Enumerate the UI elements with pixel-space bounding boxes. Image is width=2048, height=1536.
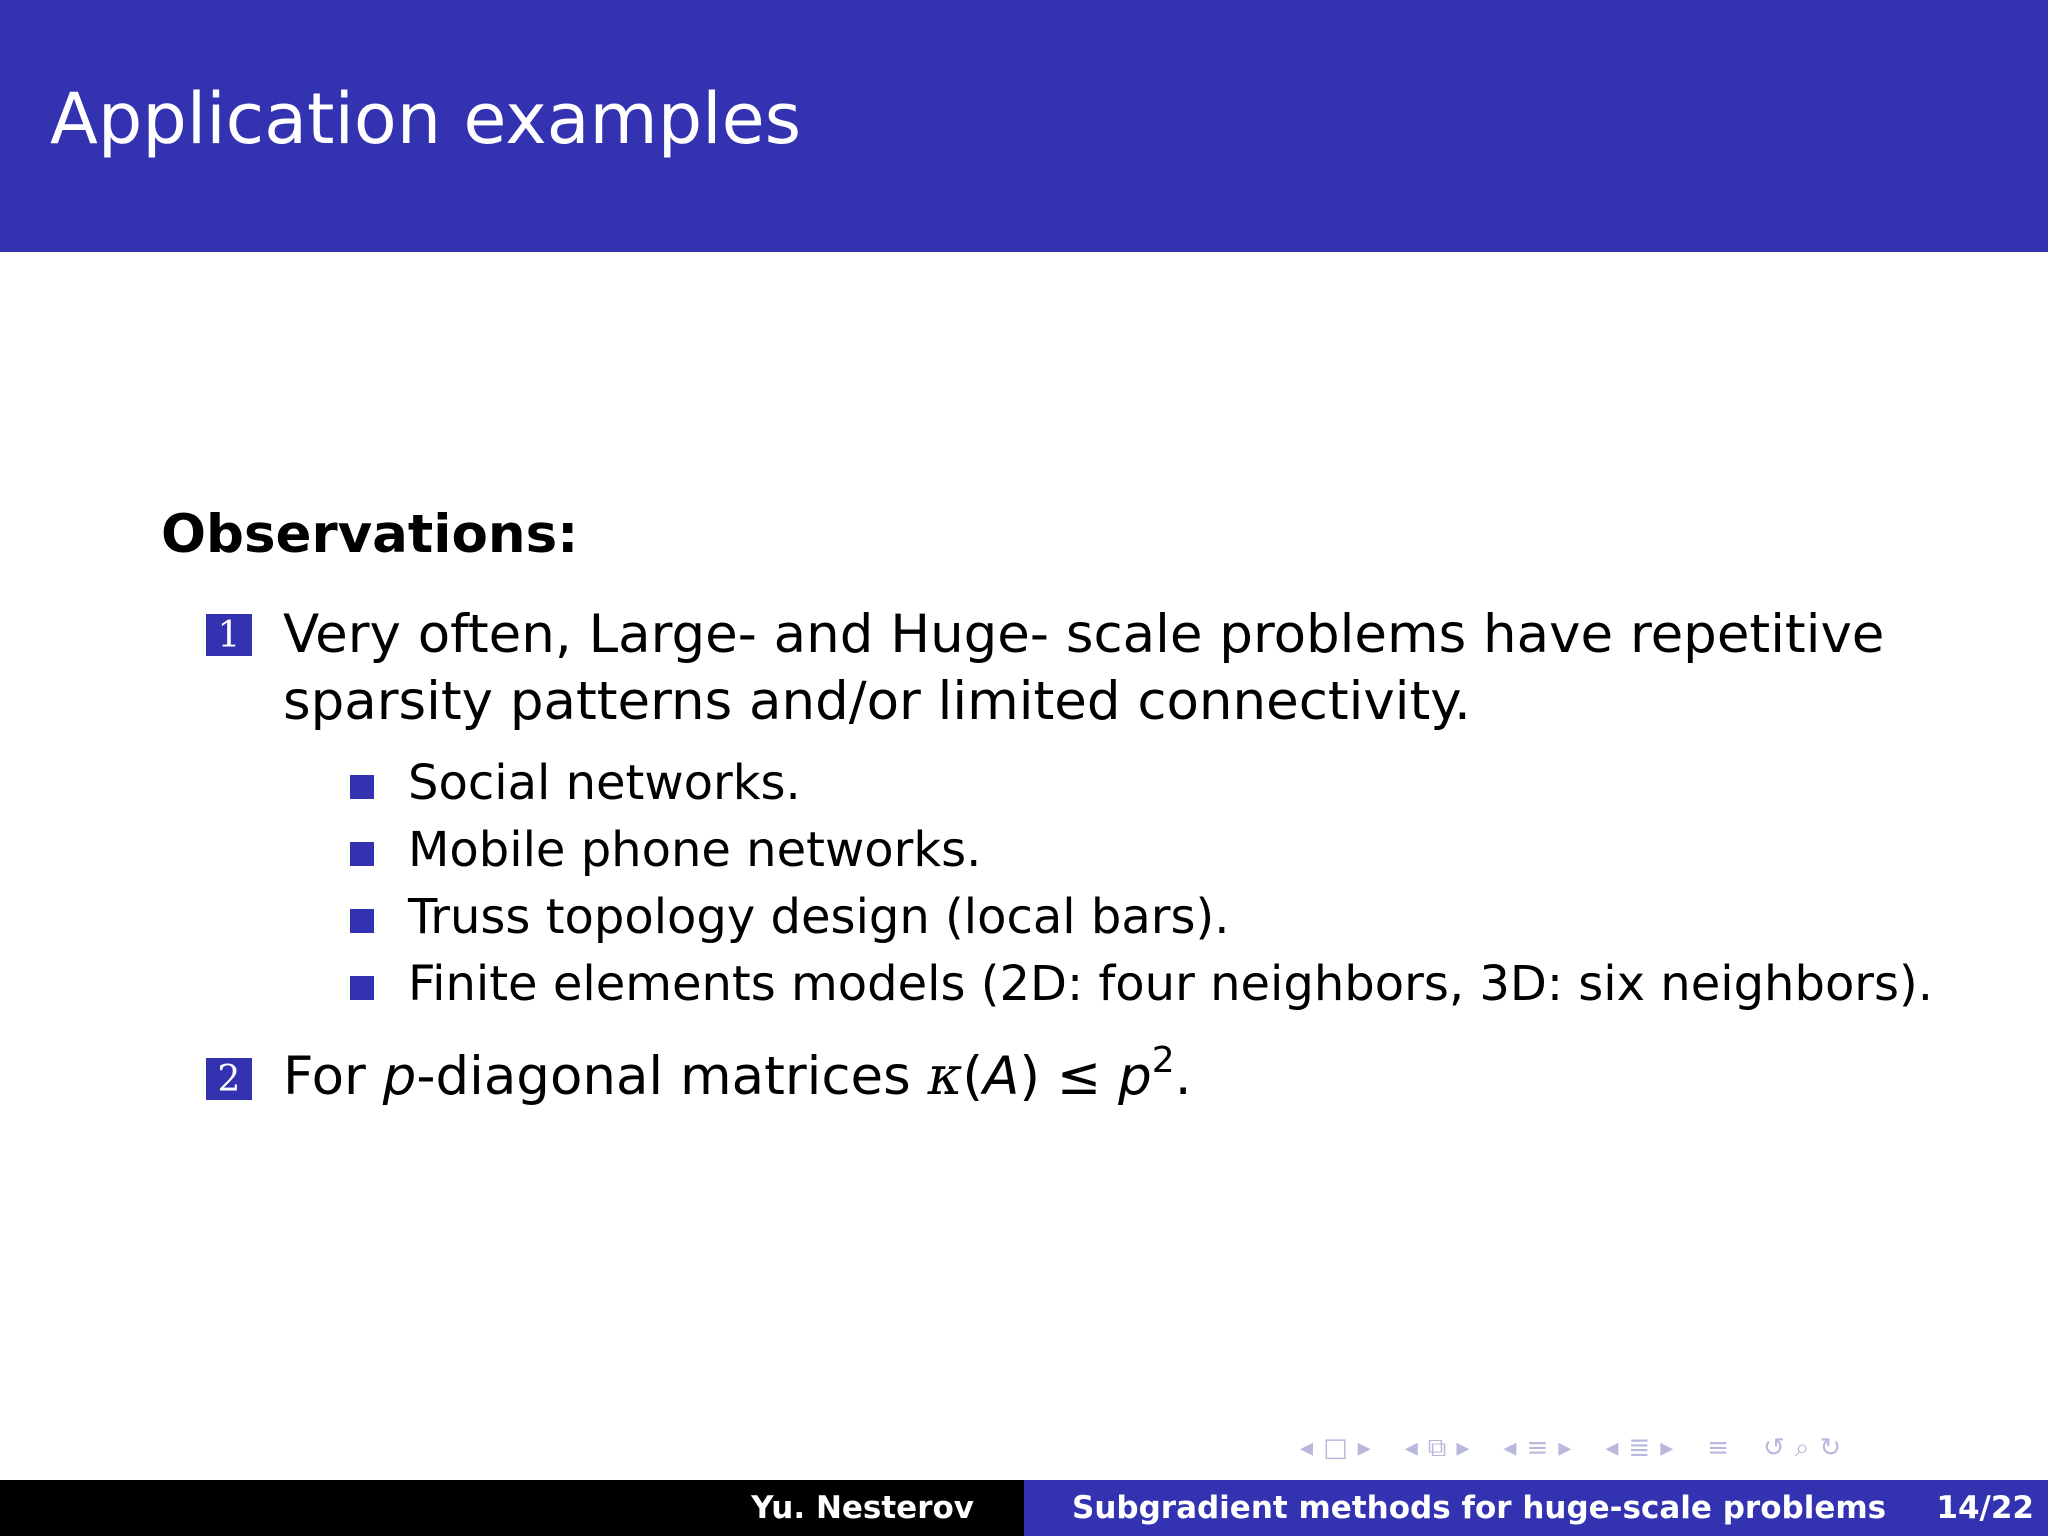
nav-search-group [1763, 1433, 1841, 1463]
item-2-text-mid: -diagonal matrices [416, 1046, 928, 1107]
math-var-p-squared-base: p [1118, 1046, 1152, 1107]
math-period: . [1174, 1046, 1192, 1107]
nav-back-icon[interactable]: ↺ [1763, 1433, 1785, 1463]
item-2-formula [283, 1040, 1192, 1111]
nav-left-arrow-icon[interactable]: ◂ [1300, 1433, 1314, 1463]
nav-presentation-group [1605, 1433, 1673, 1463]
subitem-social-networks: Social networks. [408, 755, 801, 811]
item-1-line-2: sparsity patterns and/or limited connectivity. [283, 671, 1471, 732]
nav-right-arrow-icon[interactable]: ▸ [1357, 1433, 1371, 1463]
footer-page-number: 14/22 [1936, 1490, 2034, 1526]
math-kappa: κ [927, 1046, 963, 1107]
math-close-paren: ) [1019, 1046, 1041, 1107]
math-leq: ≤ [1040, 1046, 1119, 1107]
nav-presentation-icon[interactable]: ≣ [1628, 1433, 1651, 1463]
item-2-text-before: For [283, 1046, 383, 1107]
slide-footer [0, 1480, 2048, 1536]
beamer-navigation [1300, 1430, 2040, 1466]
subitem-finite-elements: Finite elements models (2D: four neighbors, 3D: six neighbors). [408, 956, 1934, 1012]
nav-right-arrow-icon[interactable]: ▸ [1660, 1433, 1674, 1463]
slide-title: Application examples [50, 78, 802, 160]
observations-heading: Observations: [161, 504, 579, 565]
math-var-a: A [983, 1046, 1020, 1107]
enum-marker-1: 1 [206, 614, 252, 656]
nav-subsection-icon[interactable]: ⧉ [1427, 1433, 1447, 1463]
nav-frame-icon[interactable]: □ [1323, 1433, 1348, 1463]
math-exponent: 2 [1151, 1040, 1175, 1081]
footer-author-panel [0, 1480, 1024, 1536]
nav-section-icon[interactable]: ≡ [1526, 1433, 1549, 1463]
nav-search-icon[interactable]: ⌕ [1794, 1433, 1810, 1463]
nav-subsection-group [1405, 1433, 1470, 1463]
nav-left-arrow-icon[interactable]: ◂ [1404, 1433, 1418, 1463]
sub-bullet-marker [350, 909, 374, 933]
nav-section-group [1503, 1433, 1571, 1463]
subitem-truss-topology: Truss topology design (local bars). [408, 889, 1230, 945]
nav-forward-icon[interactable]: ↻ [1819, 1433, 1842, 1463]
nav-align-icon[interactable]: ≡ [1707, 1433, 1730, 1463]
nav-align-group [1707, 1433, 1729, 1463]
sub-bullet-marker [350, 842, 374, 866]
sub-bullet-marker [350, 976, 374, 1000]
sub-bullet-marker [350, 775, 374, 799]
nav-left-arrow-icon[interactable]: ◂ [1605, 1433, 1619, 1463]
math-open-paren: ( [962, 1046, 984, 1107]
nav-right-arrow-icon[interactable]: ▸ [1558, 1433, 1572, 1463]
subitem-mobile-phone-networks: Mobile phone networks. [408, 822, 982, 878]
footer-title-panel [1024, 1480, 2048, 1536]
footer-author: Yu. Nesterov [751, 1490, 974, 1526]
item-1-line-1: Very often, Large- and Huge- scale problems have repetitive [283, 604, 1885, 665]
nav-left-arrow-icon[interactable]: ◂ [1503, 1433, 1517, 1463]
nav-right-arrow-icon[interactable]: ▸ [1456, 1433, 1470, 1463]
math-var-p: p [382, 1046, 417, 1107]
nav-frame-group [1300, 1433, 1371, 1463]
footer-talk-title: Subgradient methods for huge-scale problems [1072, 1490, 1887, 1526]
enum-marker-2: 2 [206, 1058, 252, 1100]
